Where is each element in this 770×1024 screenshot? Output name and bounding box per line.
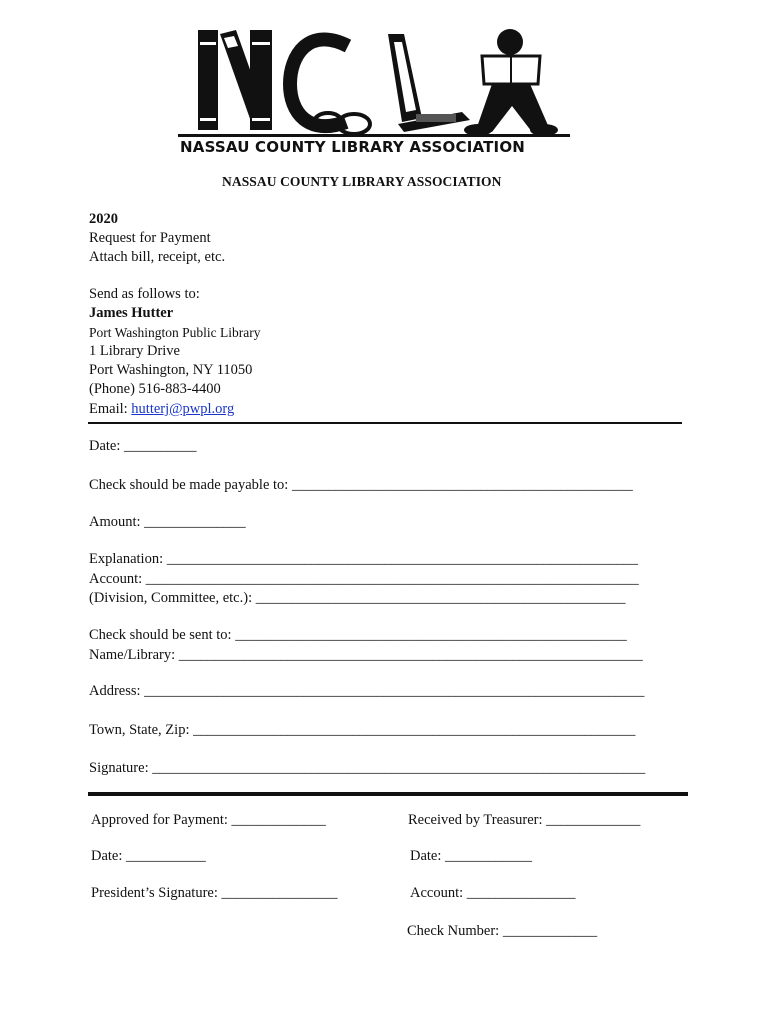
president-signature-field[interactable]: President’s Signature: ________________ — [91, 885, 338, 901]
logo-caption: NASSAU COUNTY LIBRARY ASSOCIATION — [180, 138, 526, 156]
ncla-logo — [178, 26, 570, 156]
approval-date-field[interactable]: Date: ___________ — [91, 848, 206, 864]
divider-approval — [88, 792, 688, 796]
email-link[interactable]: hutterj@pwpl.org — [131, 401, 235, 417]
name-library-field[interactable]: Name/Library: ________________________________________________________________ — [89, 647, 643, 663]
treasurer-date-field[interactable]: Date: ____________ — [410, 848, 533, 864]
check-number-field[interactable]: Check Number: _____________ — [407, 923, 598, 939]
attach-note: Attach bill, receipt, etc. — [89, 249, 226, 265]
date-field[interactable]: Date: __________ — [89, 438, 197, 454]
explanation-field[interactable]: Explanation: _________________________________________________________________ — [89, 551, 638, 567]
recipient-phone: (Phone) 516-883-4400 — [89, 381, 221, 397]
address-field[interactable]: Address: _____________________________________________________________________ — [89, 683, 645, 699]
received-by-treasurer-field[interactable]: Received by Treasurer: _____________ — [408, 812, 641, 828]
logo-letter-l-laptop — [388, 34, 470, 132]
signature-field[interactable]: Signature: ____________________________________________________________________ — [89, 760, 646, 776]
payable-to-field[interactable]: Check should be made payable to: _______________________________________________ — [89, 477, 633, 493]
recipient-city: Port Washington, NY 11050 — [89, 362, 253, 378]
division-field[interactable]: (Division, Committee, etc.): ___________________________________________________ — [89, 590, 626, 606]
page-title: NASSAU COUNTY LIBRARY ASSOCIATION — [222, 174, 502, 189]
approved-for-payment-field[interactable]: Approved for Payment: _____________ — [91, 812, 326, 828]
recipient-name: James Hutter — [89, 305, 174, 321]
recipient-street: 1 Library Drive — [89, 343, 180, 359]
recipient-email-line — [89, 401, 234, 418]
divider-top — [88, 422, 682, 424]
year-label: 2020 — [89, 211, 118, 227]
town-state-zip-field[interactable]: Town, State, Zip: _____________________________________________________________ — [89, 722, 636, 738]
amount-field[interactable]: Amount: ______________ — [89, 514, 246, 530]
account-field[interactable]: Account: ____________________________________________________________________ — [89, 571, 639, 587]
logo-letter-n-books — [198, 30, 272, 130]
treasurer-account-field[interactable]: Account: _______________ — [410, 885, 576, 901]
recipient-org: Port Washington Public Library — [89, 325, 261, 340]
sent-to-field[interactable]: Check should be sent to: ______________________________________________________ — [89, 627, 627, 643]
send-to-label: Send as follows to: — [89, 286, 200, 302]
logo-letter-a-reader — [464, 29, 558, 136]
email-label: Email: — [89, 401, 132, 417]
request-label: Request for Payment — [89, 230, 211, 246]
logo-letter-c-headphones — [290, 40, 370, 134]
